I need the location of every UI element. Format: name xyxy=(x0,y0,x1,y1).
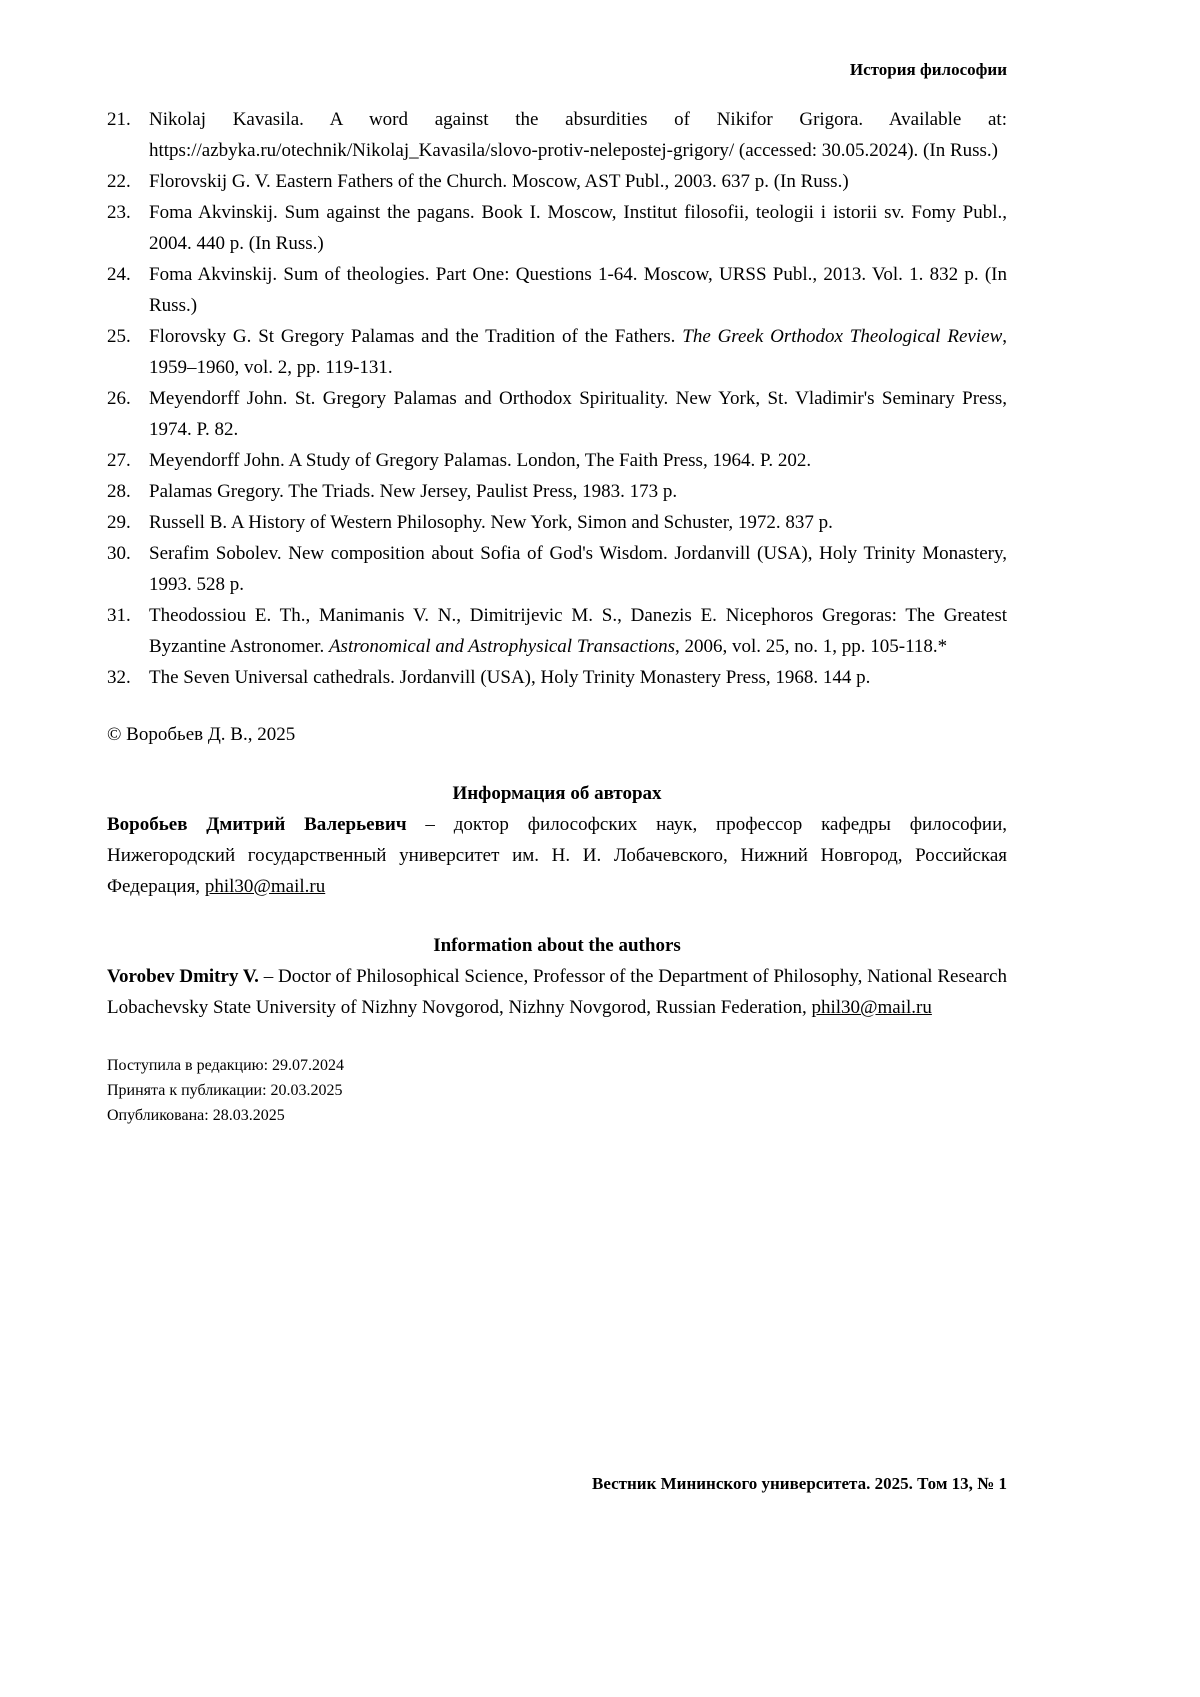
reference-text xyxy=(149,507,1007,538)
document-page xyxy=(107,0,1007,1128)
reference-segment: Serafim Sobolev. New composition about Sofia of God's Wisdom. Jordanvill (USA), Holy Trinity Monastery, 1993. 528 p. xyxy=(149,543,1007,595)
reference-item xyxy=(107,476,1007,507)
reference-segment: Foma Akvinskij. Sum of theologies. Part One: Questions 1-64. Moscow, URSS Publ., 2013. Vol. 1. 832 p. (In Russ.) xyxy=(149,264,1007,316)
author-description-en: – Doctor of Philosophical Science, Professor of the Department of Philosophy, National Research Lobachevsky State University of Nizhny Novgorod, Nizhny Novgorod, Russian Federation, xyxy=(107,966,1007,1018)
author-name-ru: Воробьев Дмитрий Валерьевич xyxy=(107,814,407,835)
reference-text xyxy=(149,197,1007,259)
reference-item xyxy=(107,538,1007,600)
reference-number: 24. xyxy=(107,264,131,285)
reference-text xyxy=(149,383,1007,445)
reference-segment: Florovskij G. V. Eastern Fathers of the Church. Moscow, AST Publ., 2003. 637 p. (In Russ.) xyxy=(149,171,849,192)
reference-segment: Meyendorff John. St. Gregory Palamas and Orthodox Spirituality. New York, St. Vladimir's Seminary Press, 1974. P. 82. xyxy=(149,388,1007,440)
article-dates xyxy=(107,1053,1007,1128)
author-email-link-en[interactable]: phil30@mail.ru xyxy=(811,997,932,1018)
reference-number: 22. xyxy=(107,171,131,192)
reference-item xyxy=(107,600,1007,662)
reference-number: 32. xyxy=(107,667,131,688)
reference-text xyxy=(149,662,1007,693)
reference-segment: Russell B. A History of Western Philosophy. New York, Simon and Schuster, 1972. 837 p. xyxy=(149,512,833,533)
reference-item xyxy=(107,197,1007,259)
author-info-ru xyxy=(107,809,1007,902)
reference-segment: Palamas Gregory. The Triads. New Jersey, Paulist Press, 1983. 173 p. xyxy=(149,481,678,502)
date-accepted: Принята к публикации: 20.03.2025 xyxy=(107,1082,343,1099)
reference-segment: Nikolaj Kavasila. A word against the absurdities of Nikifor Grigora. Available at: https://azbyka.ru/otechnik/Nikolaj_Kavasila/slovo-protiv-nelepostej-grigory/ (accessed: 30.05.2024). (In Russ.) xyxy=(149,109,1007,161)
section-header: История философии xyxy=(849,60,1007,79)
reference-item xyxy=(107,383,1007,445)
reference-text xyxy=(149,445,1007,476)
authors-info-heading-ru: Информация об авторах xyxy=(452,783,662,804)
reference-segment: Florovsky G. St Gregory Palamas and the Tradition of the Fathers. xyxy=(149,326,683,347)
author-description-ru: – доктор философских наук, профессор кафедры философии, Нижегородский государственный университет им. Н. И. Лобачевского, Нижний Новгород, Российская Федерация, xyxy=(107,814,1008,897)
date-published: Опубликована: 28.03.2025 xyxy=(107,1107,285,1124)
reference-number: 26. xyxy=(107,388,131,409)
reference-segment: Theodossiou E. Th., Manimanis V. N., Dimitrijevic M. S., Danezis E. Nicephoros Gregoras: The Greatest Byzantine Astronomer. xyxy=(149,605,1007,657)
reference-text xyxy=(149,259,1007,321)
reference-item xyxy=(107,507,1007,538)
reference-text xyxy=(149,321,1007,383)
reference-text xyxy=(149,476,1007,507)
author-info-en xyxy=(107,961,1007,1023)
reference-item xyxy=(107,445,1007,476)
author-name-en: Vorobev Dmitry V. xyxy=(107,966,259,987)
reference-text xyxy=(149,166,1007,197)
reference-segment: The Seven Universal cathedrals. Jordanvill (USA), Holy Trinity Monastery Press, 1968. 144 p. xyxy=(149,667,871,688)
reference-number: 21. xyxy=(107,109,131,130)
author-email-link-ru[interactable]: phil30@mail.ru xyxy=(204,876,326,897)
reference-number: 30. xyxy=(107,543,131,564)
reference-segment: Meyendorff John. A Study of Gregory Palamas. London, The Faith Press, 1964. P. 202. xyxy=(149,450,812,471)
reference-item xyxy=(107,259,1007,321)
reference-item xyxy=(107,321,1007,383)
copyright-line: © Воробьев Д. В., 2025 xyxy=(107,724,296,745)
reference-journal-title: The Greek Orthodox Theological Review xyxy=(682,326,1003,347)
reference-item xyxy=(107,104,1007,166)
reference-number: 25. xyxy=(107,326,131,347)
reference-text xyxy=(149,600,1007,662)
reference-segment: Foma Akvinskij. Sum against the pagans. Book I. Moscow, Institut filosofii, teologii i istorii sv. Fomy Publ., 2004. 440 p. (In Russ.) xyxy=(149,202,1007,254)
references-list xyxy=(107,104,1007,693)
reference-journal-title: Astronomical and Astrophysical Transactions xyxy=(328,636,676,657)
reference-number: 31. xyxy=(107,605,131,626)
reference-number: 23. xyxy=(107,202,131,223)
reference-segment: , 2006, vol. 25, no. 1, pp. 105-118.* xyxy=(675,636,948,657)
reference-number: 29. xyxy=(107,512,131,533)
authors-info-heading-en: Information about the authors xyxy=(433,935,681,956)
reference-item xyxy=(107,166,1007,197)
reference-segment: , 1959–1960, vol. 2, pp. 119-131. xyxy=(149,326,1007,378)
reference-item xyxy=(107,662,1007,693)
journal-footer: Вестник Мининского университета. 2025. Том 13, № 1 xyxy=(592,1474,1007,1493)
reference-text xyxy=(149,104,1007,166)
reference-number: 28. xyxy=(107,481,131,502)
reference-text xyxy=(149,538,1007,600)
date-received: Поступила в редакцию: 29.07.2024 xyxy=(107,1057,345,1074)
reference-number: 27. xyxy=(107,450,131,471)
